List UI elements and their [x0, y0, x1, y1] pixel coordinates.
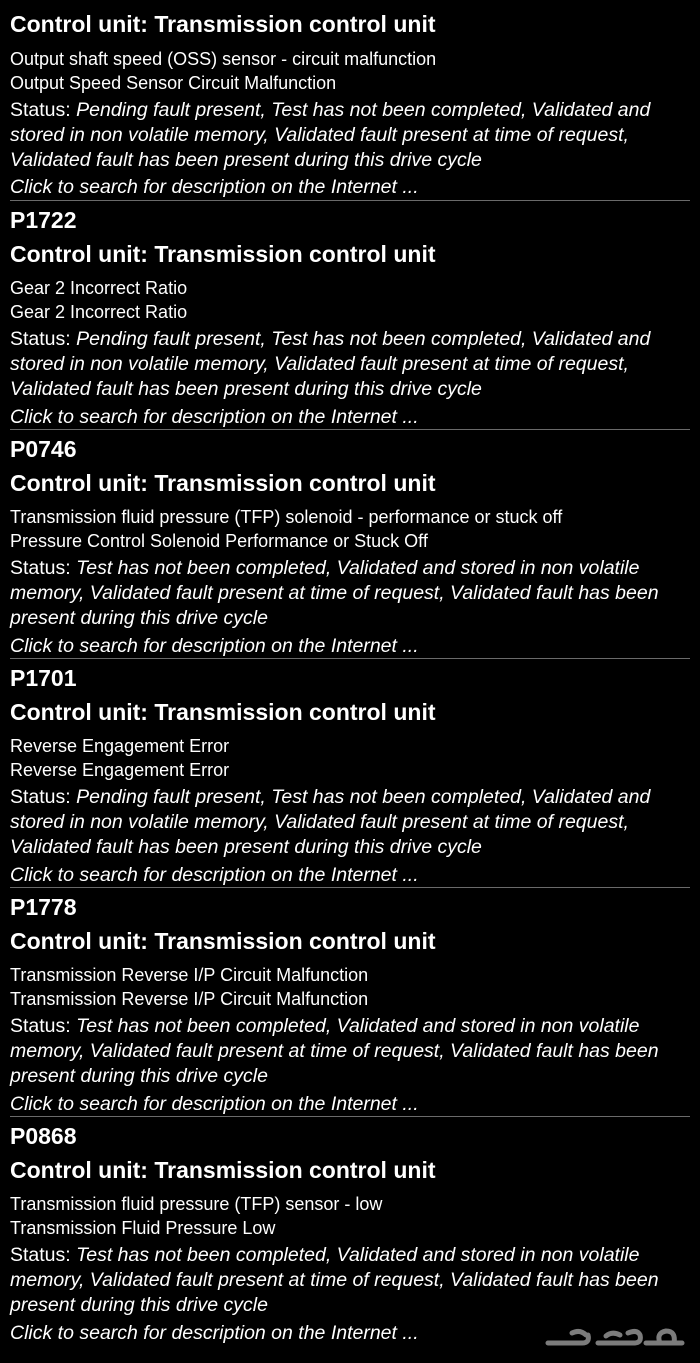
- control-unit-label: Control unit: Transmission control unit: [10, 470, 436, 496]
- fault-description: Reverse Engagement Error: [10, 736, 230, 756]
- search-internet-link[interactable]: Click to search for description on the Internet ...: [10, 1093, 419, 1115]
- fault-description-alt: Transmission Reverse I/P Circuit Malfunction: [10, 989, 369, 1009]
- fault-entry: [0, 1117, 690, 1346]
- fault-status: [10, 556, 690, 631]
- control-unit-label: Control unit: Transmission control unit: [10, 11, 436, 37]
- fault-description-alt: Output Speed Sensor Circuit Malfunction: [10, 73, 337, 93]
- control-unit-label: Control unit: Transmission control unit: [10, 241, 436, 267]
- fault-description: Gear 2 Incorrect Ratio: [10, 278, 188, 298]
- fault-status: [10, 1014, 690, 1089]
- fault-description-alt: Pressure Control Solenoid Performance or Stuck Off: [10, 531, 428, 551]
- fault-entry: [0, 888, 690, 1117]
- status-label: Status:: [10, 557, 77, 579]
- status-label: Status:: [10, 786, 77, 808]
- search-internet-link[interactable]: Click to search for description on the Internet ...: [10, 864, 419, 886]
- status-text: Test has not been completed, Validated and stored in non volatile memory, Validated fault present at time of request, Validated fault has been present during this drive cycle: [10, 1244, 659, 1316]
- search-internet-link[interactable]: Click to search for description on the Internet ...: [10, 635, 419, 657]
- search-internet-link[interactable]: Click to search for description on the Internet ...: [10, 1322, 419, 1344]
- status-label: Status:: [10, 99, 77, 121]
- fault-description-alt: Transmission Fluid Pressure Low: [10, 1218, 276, 1238]
- status-label: Status:: [10, 1244, 77, 1266]
- fault-description: Transmission Reverse I/P Circuit Malfunction: [10, 965, 369, 985]
- control-unit-label: Control unit: Transmission control unit: [10, 699, 436, 725]
- control-unit-label: Control unit: Transmission control unit: [10, 928, 436, 954]
- fault-description: Transmission fluid pressure (TFP) sensor - low: [10, 1194, 383, 1214]
- status-label: Status:: [10, 1015, 77, 1037]
- fault-code: P0868: [10, 1123, 77, 1149]
- fault-entry: [0, 659, 690, 888]
- status-text: Test has not been completed, Validated and stored in non volatile memory, Validated fault present at time of request, Validated fault has been present during this drive cycle: [10, 1015, 659, 1087]
- fault-description-alt: Reverse Engagement Error: [10, 760, 230, 780]
- fault-code: P1722: [10, 207, 77, 233]
- fault-entry: [0, 201, 690, 430]
- fault-code: P0746: [10, 436, 77, 462]
- fault-entry: [0, 430, 690, 659]
- status-text: Pending fault present, Test has not been completed, Validated and stored in non volatile memory, Validated fault present at time of request, Validated fault has been present during this drive cycle: [10, 99, 651, 171]
- fault-code: P1778: [10, 894, 77, 920]
- status-text: Pending fault present, Test has not been completed, Validated and stored in non volatile memory, Validated fault present at time of request, Validated fault has been present during this drive cycle: [10, 786, 651, 858]
- search-internet-link[interactable]: Click to search for description on the Internet ...: [10, 406, 419, 428]
- fault-status: [10, 1243, 690, 1318]
- fault-description: Output shaft speed (OSS) sensor - circuit malfunction: [10, 49, 437, 69]
- search-internet-link[interactable]: Click to search for description on the Internet ...: [10, 176, 419, 198]
- watermark-logo: [542, 1323, 692, 1353]
- fault-code: P1701: [10, 665, 77, 691]
- status-text: Pending fault present, Test has not been completed, Validated and stored in non volatile memory, Validated fault present at time of request, Validated fault has been present during this drive cycle: [10, 328, 651, 400]
- fault-entry: [0, 0, 690, 201]
- fault-status: [10, 785, 690, 860]
- status-text: Test has not been completed, Validated and stored in non volatile memory, Validated fault present at time of request, Validated fault has been present during this drive cycle: [10, 557, 659, 629]
- fault-status: [10, 327, 690, 402]
- fault-description-alt: Gear 2 Incorrect Ratio: [10, 302, 188, 322]
- fault-description: Transmission fluid pressure (TFP) solenoid - performance or stuck off: [10, 507, 563, 527]
- fault-status: [10, 98, 690, 173]
- control-unit-label: Control unit: Transmission control unit: [10, 1157, 436, 1183]
- status-label: Status:: [10, 328, 77, 350]
